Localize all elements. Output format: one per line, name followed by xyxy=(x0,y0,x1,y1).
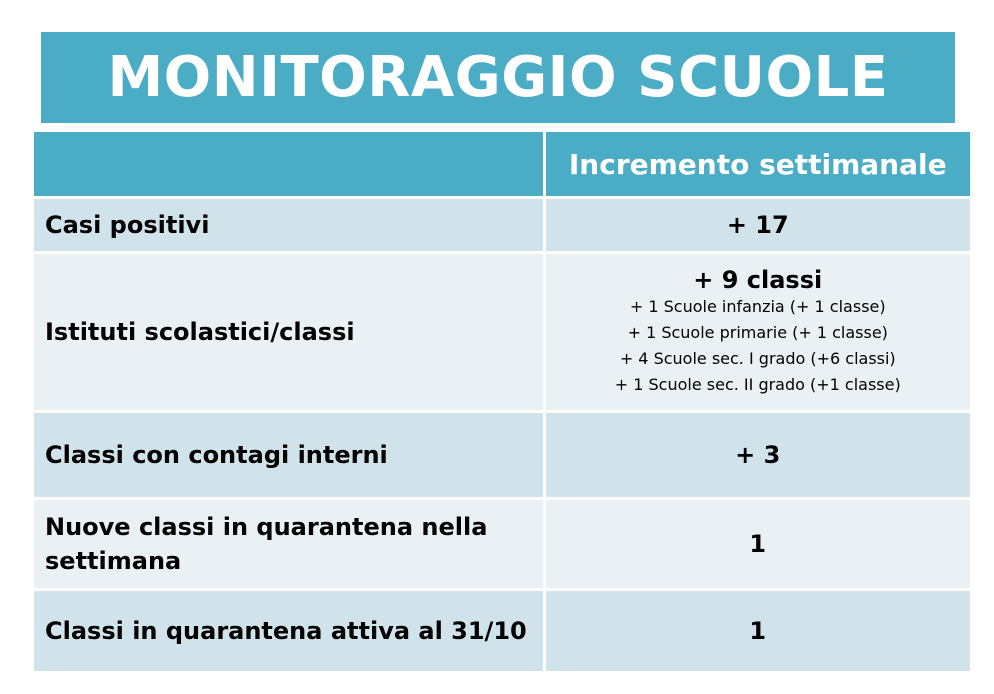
page-title: MONITORAGGIO SCUOLE xyxy=(107,45,889,110)
header-cell-weekly-increment: Incremento settimanale xyxy=(544,132,970,198)
title-banner xyxy=(41,32,955,123)
table-row xyxy=(34,412,970,499)
table-row xyxy=(34,499,970,590)
table-row xyxy=(34,253,970,412)
row-value: + 17 xyxy=(726,211,789,239)
row-detail: + 4 Scuole sec. I grado (+6 classi) xyxy=(619,349,896,368)
table-header-row xyxy=(34,132,970,198)
row-label: Casi positivi xyxy=(34,198,544,253)
table-row xyxy=(34,590,970,673)
row-label: Istituti scolastici/classi xyxy=(34,253,544,412)
row-value-cell xyxy=(544,499,970,590)
row-value-cell xyxy=(544,412,970,499)
row-value: 1 xyxy=(749,530,767,558)
row-label: Classi in quarantena attiva al 31/10 xyxy=(34,590,544,673)
row-detail: + 1 Scuole infanzia (+ 1 classe) xyxy=(629,297,886,316)
row-value: + 3 xyxy=(735,441,781,469)
row-detail: + 1 Scuole primarie (+ 1 classe) xyxy=(627,323,888,342)
row-value: 1 xyxy=(749,617,767,645)
header-cell-empty xyxy=(34,132,544,198)
table-row xyxy=(34,198,970,253)
row-value-cell xyxy=(544,590,970,673)
row-label: Classi con contagi interni xyxy=(34,412,544,499)
row-value-cell xyxy=(544,198,970,253)
row-value: + 9 classi xyxy=(693,266,823,294)
monitoring-table xyxy=(34,132,970,674)
row-detail: + 1 Scuole sec. II grado (+1 classe) xyxy=(614,375,901,394)
row-value-cell xyxy=(544,253,970,412)
row-label: Nuove classi in quarantena nella settimana xyxy=(34,499,544,590)
